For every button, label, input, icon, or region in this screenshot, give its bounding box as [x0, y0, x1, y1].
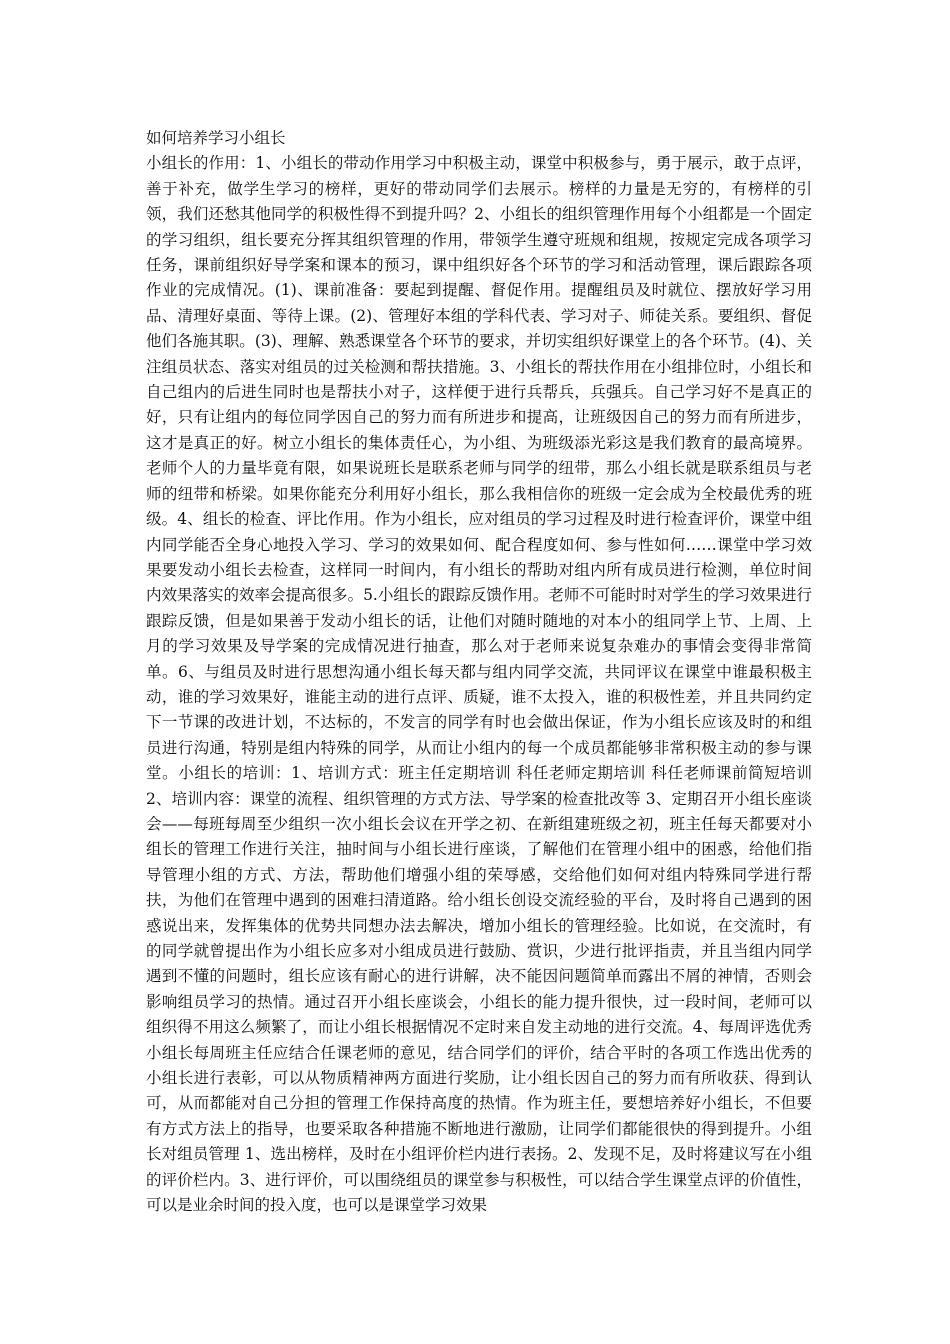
document-title: 如何培养学习小组长	[146, 129, 286, 147]
document-body: 小组长的作用：1、小组长的带动作用学习中积极主动，课堂中积极参与，勇于展示，敢于点评，善于补充，做学生学习的榜样，更好的带动同学们去展示。榜样的力量是无穷的，有榜样的引领，我们还愁其他同学的积极性得不到提升吗？2、小组长的组织管理作用每个小组都是一个固定的学习组织，组长要充分挥其组织管理的作用，带领学生遵守班规和组规，按规定完成各项学习任务，课前组织好导学案和课本的预习，课中组织好各个环节的学习和活动管理，课后跟踪各项作业的完成情况。(1)、课前准备：要起到提醒、督促作用。提醒组员及时就位、摆放好学习用品、清理好桌面、等待上课。(2)、管理好本组的学科代表、学习对子、师徒关系。要组织、督促他们各施其职。(3)、理解、熟悉课堂各个环节的要求，并切实组织好课堂上的各个环节。(4)、关注组员状态、落实对组员的过关检测和帮扶措施。3、小组长的帮扶作用在小组排位时，小组长和自己组内的后进生同时也是帮扶小对子，这样便于进行兵帮兵，兵强兵。自己学习好不是真正的好，只有让组内的每位同学因自己的努力而有所进步和提高，让班级因自己的努力而有所进步，这才是真正的好。树立小组长的集体责任心，为小组、为班级添光彩这是我们教育的最高境界。老师个人的力量毕竟有限，如果说班长是联系老师与同学的纽带，那么小组长就是联系组员与老师的纽带和桥梁。如果你能充分利用好小组长，那么我相信你的班级一定会成为全校最优秀的班级。4、组长的检查、评比作用。作为小组长，应对组员的学习过程及时进行检查评价，课堂中组内同学能否全身心地投入学习、学习的效果如何、配合程度如何、参与性如何……课堂中学习效果要发动小组长去检查，这样同一时间内，有小组长的帮助对组内所有成员进行检测，单位时间内效果落实的效率会提高很多。5.小组长的跟踪反馈作用。老师不可能时时对学生的学习效果进行跟踪反馈，但是如果善于发动小组长的话，让他们对随时随地的对本小的组同学上节、上周、上月的学习效果及导学案的完成情况进行抽查，那么对于老师来说复杂难办的事情会变得非常简单。6、与组员及时进行思想沟通小组长每天都与组内同学交流，共同评议在课堂中谁最积极主动，谁的学习效果好，谁能主动的进行点评、质疑，谁不太投入，谁的积极性差，并且共同约定下一节课的改进计划，不达标的，不发言的同学有时也会做出保证，作为小组长应该及时的和组员进行沟通，特别是组内特殊的同学，从而让小组内的每一个成员都能够非常积极主动的参与课堂。小组长的培训：1、培训方式：班主任定期培训 科任老师定期培训 科任老师课前简短培训 2、培训内容：课堂的流程、组织管理的方式方法、导学案的检查批改等 3、定期召开小组长座谈会——每班每周至少组织一次小组长会议在开学之初、在新组建班级之初，班主任每天都要对小组长的管理工作进行关注，抽时间与小组长进行座谈，了解他们在管理小组中的困惑，给他们指导管理小组的方式、方法，帮助他们增强小组的荣辱感，交给他们如何对组内特殊同学进行帮扶，为他们在管理中遇到的困难扫清道路。给小组长创设交流经验的平台，及时将自己遇到的困惑说出来，发挥集体的优势共同想办法去解决，增加小组长的管理经验。比如说，在交流时，有的同学就曾提出作为小组长应多对小组成员进行鼓励、赏识，少进行批评指责，并且当组内同学遇到不懂的问题时，组长应该有耐心的进行讲解，决不能因问题简单而露出不屑的神情，否则会影响组员学习的热情。通过召开小组长座谈会，小组长的能力提升很快，过一段时间，老师可以组织得不用这么频繁了，而让小组长根据情况不定时来自发主动地的进行交流。4、每周评选优秀小组长每周班主任应结合任课老师的意见，结合同学们的评价，结合平时的各项工作选出优秀的小组长进行表彰，可以从物质精神两方面进行奖励，让小组长因自己的努力而有所收获、得到认可，从而都能对自己分担的管理工作保持高度的热情。作为班主任，要想培养好小组长，不但要有方式方法上的指导，也要采取各种措施不断地进行激励，让同学们都能很快的得到提升。小组长对组员管理 1、选出榜样，及时在小组评价栏内进行表扬。2、发现不足，及时将建议写在小组的评价栏内。3、进行评价，可以围绕组员的课堂参与积极性，可以结合学生课堂点评的价值性，可以是业余时间的投入度，也可以是课堂学习效果	[146, 154, 812, 1215]
document-page	[146, 126, 812, 1218]
